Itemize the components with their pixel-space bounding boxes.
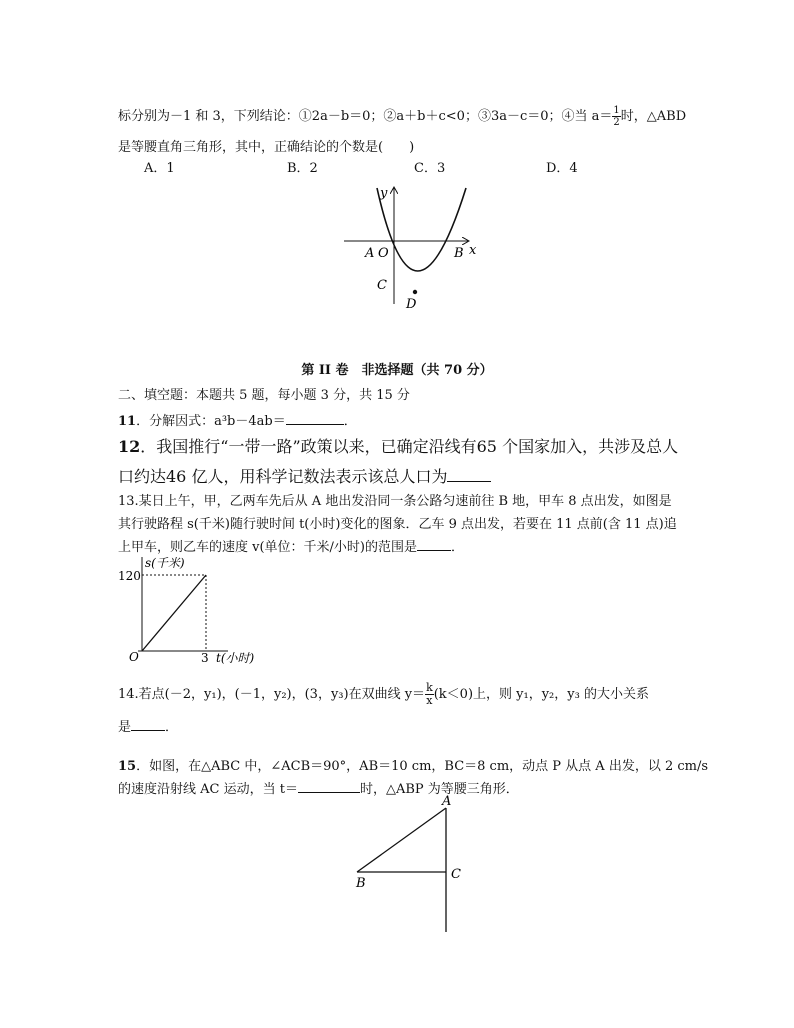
q11-answer-blank[interactable] bbox=[286, 424, 344, 425]
q12-line1 bbox=[118, 434, 678, 457]
q10-option-d: D．4 bbox=[546, 161, 578, 176]
q14-frac-num: k bbox=[426, 681, 433, 694]
q14-fraction bbox=[425, 682, 434, 707]
q12-number: 12 bbox=[118, 437, 141, 456]
vertex-a-label: A bbox=[442, 794, 452, 809]
q14-line2 bbox=[118, 716, 178, 735]
q14-line2-text: 是 bbox=[118, 720, 132, 735]
q10-option-b: B．2 bbox=[287, 161, 318, 176]
q12-answer-blank[interactable] bbox=[447, 481, 491, 482]
origin-label: O bbox=[378, 246, 389, 261]
car-a-path-line bbox=[142, 575, 206, 651]
q14-answer-blank[interactable] bbox=[131, 730, 165, 731]
q14-line1 bbox=[118, 682, 649, 707]
q10-fraction bbox=[612, 105, 620, 128]
q13-line1: 13.某日上午，甲，乙两车先后从 A 地出发沿同一条公路匀速前往 B 地，甲车 8 点出发，如图是 bbox=[118, 494, 672, 509]
section-title: 第 II 卷 非选择题（共 70 分） bbox=[301, 363, 493, 378]
q12-line2-text: 口约达46 亿人，用科学记数法表示该总人口为 bbox=[118, 467, 448, 486]
q13-line3-end: ． bbox=[451, 540, 465, 555]
q10-option-a: A．1 bbox=[144, 161, 175, 176]
q15-number: 15 bbox=[118, 759, 137, 774]
vertex-point bbox=[413, 290, 417, 294]
point-c-label: C bbox=[377, 278, 387, 293]
vertex-c-label: C bbox=[451, 867, 461, 882]
triangle-figure bbox=[345, 792, 475, 937]
q12-line2 bbox=[118, 464, 491, 487]
q14-line2-end: ． bbox=[165, 720, 179, 735]
q10-frac-num: 1 bbox=[613, 105, 620, 116]
q10-line2: 是等腰直角三角形，其中，正确结论的个数是( ) bbox=[118, 140, 415, 155]
x-tick-label: 3 bbox=[201, 651, 209, 665]
x-axis-label: x bbox=[469, 243, 477, 258]
q14-frac-den: x bbox=[426, 694, 433, 707]
q14-line1-text-a: 14.若点(－2，y₁)，(－1，y₂)，(3，y₃)在双曲线 y＝ bbox=[118, 687, 426, 702]
q15-line1-text: ．如图，在△ABC 中，∠ACB＝90°，AB＝10 cm，BC＝8 cm，动点 P 从点 A 出发，以 2 cm/s bbox=[136, 759, 709, 774]
s-axis-label: s(千米) bbox=[145, 556, 185, 570]
q10-line1 bbox=[118, 105, 686, 128]
section-intro: 二、填空题：本题共 5 题，每小题 3 分，共 15 分 bbox=[118, 388, 410, 403]
t-axis-label: t(小时) bbox=[216, 651, 255, 665]
y-axis-label: y bbox=[380, 186, 388, 201]
parabola-graph bbox=[330, 180, 490, 315]
vertex-b-label: B bbox=[356, 876, 366, 891]
q13-line3-text: 上甲车，则乙车的速度 v(单位：千米/小时)的范围是 bbox=[118, 540, 418, 555]
q14-line1-text-b: (k＜0)上，则 y₁，y₂，y₃ 的大小关系 bbox=[433, 687, 649, 702]
side-ab bbox=[357, 808, 446, 872]
q10-frac-den: 2 bbox=[613, 117, 620, 128]
parabola-curve bbox=[377, 188, 466, 271]
q15-line1 bbox=[118, 755, 708, 774]
y-tick-label: 120 bbox=[118, 569, 141, 583]
q11 bbox=[118, 410, 357, 429]
point-a-label: A bbox=[365, 246, 375, 261]
q13-line2: 其行驶路程 s(千米)随行驶时间 t(小时)变化的图象．乙车 9 点出发，若要在 11 点前(含 11 点)追 bbox=[118, 517, 677, 532]
point-d-label: D bbox=[406, 297, 417, 312]
q10-option-c: C．3 bbox=[414, 161, 446, 176]
point-b-label: B bbox=[454, 246, 464, 261]
q15-line2-end: 时，△ABP 为等腰三角形． bbox=[359, 782, 519, 797]
q15-line2-text: 的速度沿射线 AC 运动，当 t＝ bbox=[118, 782, 298, 797]
q10-line1-text-a: 标分别为－1 和 3，下列结论：①2a－b＝0；②a＋b＋c<0；③3a－c＝0；④当 a＝ bbox=[118, 109, 613, 124]
origin-label: O bbox=[129, 650, 139, 664]
q11-number: 11 bbox=[118, 414, 137, 429]
q13-answer-blank[interactable] bbox=[417, 550, 451, 551]
q12-line1-text: ．我国推行“一带一路”政策以来，已确定沿线有65 个国家加入，共涉及总人 bbox=[140, 437, 679, 456]
q11-text: ．分解因式：a³b－4ab＝ bbox=[136, 414, 286, 429]
q10-line1-text-b: 时，△ABD bbox=[620, 109, 687, 124]
distance-time-graph bbox=[112, 553, 272, 669]
q11-end: ． bbox=[343, 414, 357, 429]
